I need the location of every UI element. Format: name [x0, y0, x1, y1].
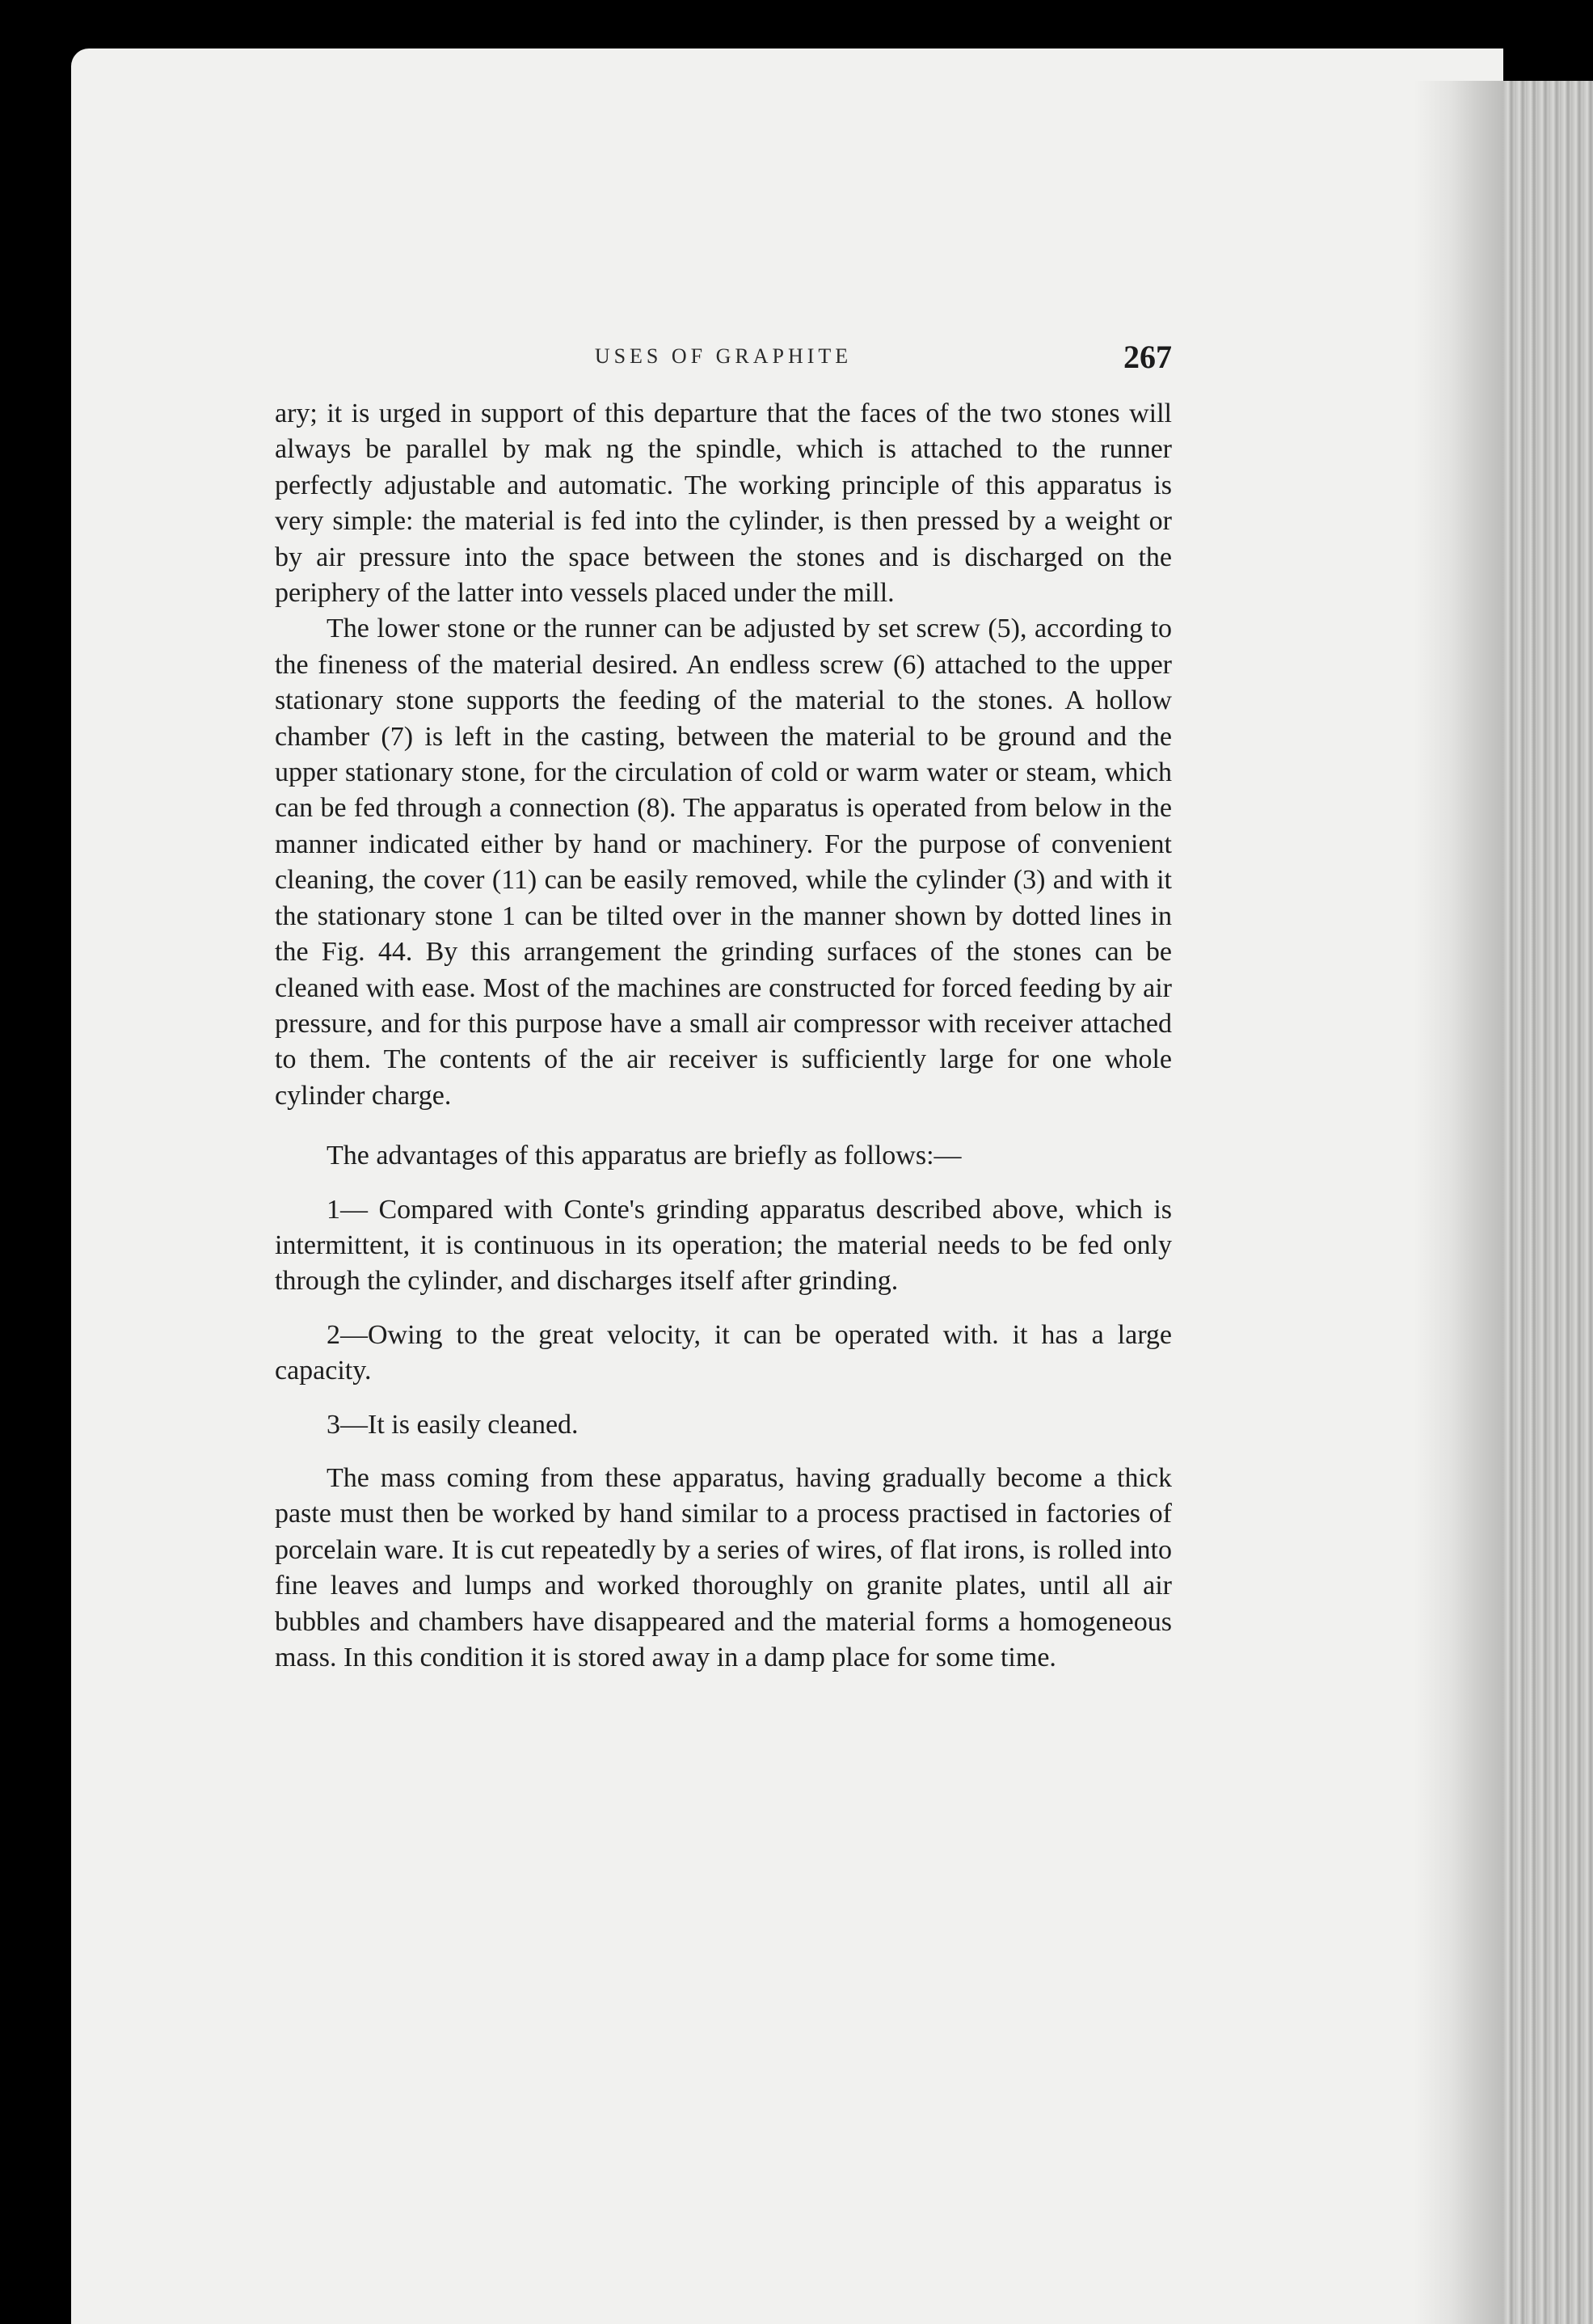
page-header	[275, 338, 1172, 386]
paragraph-paste-processing: The mass coming from these apparatus, having gradually become a thick paste must then be worked by hand similar to a process practised in factories of porcelain ware. It is cut repeatedly by a series of wires, of flat irons, is rolled into fine leaves and lumps and worked thoroughly on granite plates, until all air bubbles and chambers have disappeared and the material forms a homogeneous mass. In this condition it is stored away in a damp place for some time.	[275, 1462, 1172, 1672]
list-item-advantage-3: 3—It is easily cleaned.	[327, 1409, 579, 1440]
running-title: USES OF GRAPHITE	[594, 344, 853, 368]
list-item-advantage-1: 1— Compared with Conte's grinding apparatus described above, which is intermittent, it is continuous in its operation; the material needs to be fed only through the cylinder, and discharges itself after grinding.	[275, 1194, 1172, 1297]
paragraph-adjustment: The lower stone or the runner can be adjusted by set screw (5), according to the fineness of the material desired. An endless screw (6) attached to the upper stationary stone supports the feeding of the material to the stones. A hollow chamber (7) is left in the casting, between the material to be ground and the upper stationary stone, for the circulation of cold or warm water or steam, which can be fed through a connection (8). The apparatus is operated from below in the manner indicated either by hand or machinery. For the purpose of convenient cleaning, the cover (11) can be easily removed, while the cylinder (3) and with it the stationary stone 1 can be tilted over in the manner shown by dotted lines in the Fig. 44. By this arrangement the grinding surfaces of the stones can be cleaned with ease. Most of the machines are constructed for forced feeding by air pressure, and for this purpose have a small air compressor with receiver attached to them. The contents of the air receiver is sufficiently large for one whole cylinder charge.	[275, 614, 1172, 1111]
page-gutter-shadow	[1414, 81, 1503, 2324]
list-item-advantage-2: 2—Owing to the great velocity, it can be operated with. it has a large capacity.	[275, 1319, 1172, 1386]
page-number: 267	[1123, 339, 1172, 375]
paragraph-continued: ary; it is urged in support of this departure that the faces of the two stones will always be parallel by mak ng the spindle, which is attached to the runner perfectly adjustable and automatic. The working principle of this apparatus is very simple: the material is fed into the cylinder, is then pressed by a weight or by air pressure into the space between the stones and is discharged on the periphery of the latter into vessels placed under the mill.	[275, 399, 1172, 609]
page-edge-stack	[1503, 81, 1593, 2324]
page-body	[275, 396, 1172, 1676]
paragraph-advantages-intro: The advantages of this apparatus are briefly as follows:—	[327, 1141, 962, 1171]
